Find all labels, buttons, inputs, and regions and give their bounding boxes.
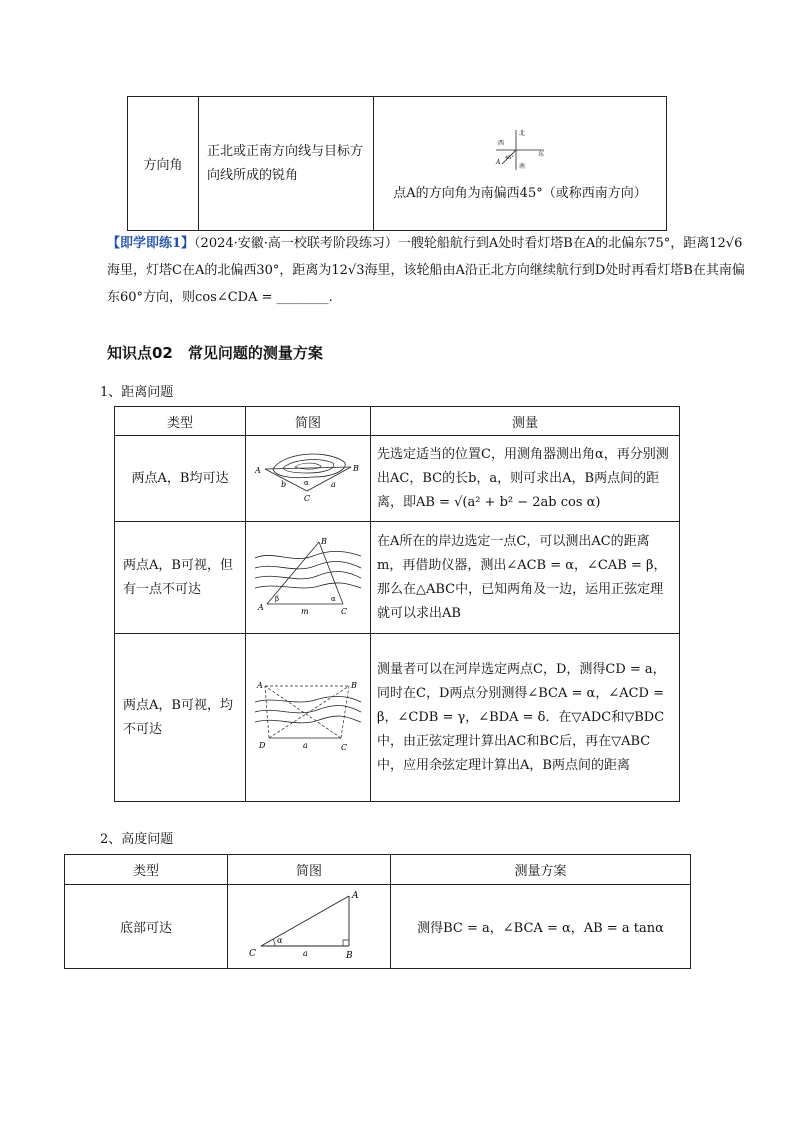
fig1-label-a-point: A [255, 465, 261, 475]
direction-definition: 正北或正南方向线与目标方向线所成的锐角 [207, 143, 364, 183]
label-north: 北 [519, 130, 526, 137]
table-row [115, 436, 680, 522]
figure-both-reachable [253, 447, 363, 507]
direction-angle-figure [490, 126, 550, 174]
fig3-label-d: D [259, 740, 266, 750]
distance-type-2: 两点A，B可视，但有一点不可达 [123, 557, 233, 597]
practice-text: （2024·安徽·高一校联考阶段练习）一艘轮船航行到A处时看灯塔B在A的北偏东75°，距离12√6海里，灯塔C在A的北偏西30°，距离为12√3海里，该轮船由A沿正北方向继续航行到D处时再看灯塔B在其南偏东60°方向，则cos∠CDA = ________. [107, 236, 745, 305]
direction-definition-cell [199, 97, 374, 231]
distance-measure-3: 测量者可以在河岸选定两点C，D，测得CD = a，同时在C，D两点分别测得∠BCA = α，∠ACD = β，∠CDB = γ，∠BDA = δ．在▽ADC和▽BDC中，由正弦定理计算出AC和BC后，再在▽ABC中，应用余弦定理计算出A，B两点间的距离 [377, 661, 666, 773]
table-row [65, 885, 691, 969]
fig3-label-b: B [351, 680, 357, 690]
fig1-label-b-point: B [353, 463, 359, 473]
distance-header-type: 类型 [115, 407, 246, 436]
distance-measure-1: 先选定适当的位置C，用测角器测出角α，再分别测出AC，BC的长b，a，则可求出A，B两点间的距离，即AB = √(a² + b² − 2ab cos α) [377, 446, 669, 510]
distance-header-measure: 测量 [371, 407, 680, 436]
fig2-label-m: m [301, 606, 309, 616]
direction-term-cell [128, 97, 199, 231]
fig3-label-c: C [341, 742, 348, 752]
label-east: 东 [538, 151, 545, 158]
height-header-type: 类型 [65, 855, 228, 885]
table-row [115, 522, 680, 634]
figure-height-reachable [239, 888, 379, 962]
height-section-title: 2、高度问题 [100, 832, 174, 847]
distance-type-1: 两点A，B均可达 [131, 470, 229, 486]
fig2-label-alpha: α [331, 594, 336, 603]
fig1-label-alpha: α [304, 478, 309, 487]
direction-example: 点A的方向角为南偏西45°（或称西南方向） [393, 186, 647, 201]
label-west: 西 [498, 140, 505, 147]
height-table [64, 854, 691, 969]
practice-question [107, 230, 747, 311]
fig4-label-a: A [352, 890, 359, 901]
fig1-label-a-side: a [331, 479, 336, 489]
height-header-figure: 简图 [228, 855, 391, 885]
height-header-measure: 测量方案 [391, 855, 691, 885]
fig4-label-alpha: α [277, 935, 283, 945]
label-south: 南 [519, 163, 526, 170]
fig2-label-c: C [341, 606, 348, 616]
label-point-a: A [496, 159, 501, 166]
fig3-label-a-side: a [303, 740, 308, 750]
table-row [115, 634, 680, 802]
practice-tag: 【即学即练1】 [107, 236, 195, 251]
direction-term: 方向角 [143, 158, 183, 173]
fig3-label-a: A [257, 680, 263, 690]
height-measure-1: 测得BC = a，∠BCA = α，AB = a tanα [417, 921, 664, 936]
distance-table [114, 406, 680, 802]
figure-one-unreachable [253, 534, 363, 618]
fig4-label-a-side: a [303, 948, 308, 958]
label-angle: 45° [505, 155, 514, 161]
section-title: 知识点02 常见问题的测量方案 [107, 344, 323, 362]
figure-both-unreachable [253, 676, 363, 756]
distance-type-3: 两点A，B可视，均不可达 [123, 697, 233, 737]
fig4-label-c: C [249, 948, 256, 959]
height-type-1: 底部可达 [119, 921, 172, 936]
distance-section-title: 1、距离问题 [100, 385, 174, 400]
fig1-label-c-point: C [304, 493, 311, 503]
direction-angle-table [127, 96, 667, 231]
fig1-label-b-side: b [281, 479, 287, 489]
fig2-label-a: A [258, 602, 264, 612]
fig2-label-beta: β [275, 594, 280, 603]
distance-header-figure: 简图 [246, 407, 371, 436]
distance-measure-2: 在A所在的岸边选定一点C，可以测出AC的距离m，再借助仪器，测出∠ACB = α，∠CAB = β，那么在△ABC中，已知两角及一边，运用正弦定理就可以求出AB [377, 533, 667, 621]
fig4-label-b: B [346, 950, 353, 961]
direction-figure-cell [374, 97, 667, 231]
fig2-label-b: B [321, 536, 327, 546]
